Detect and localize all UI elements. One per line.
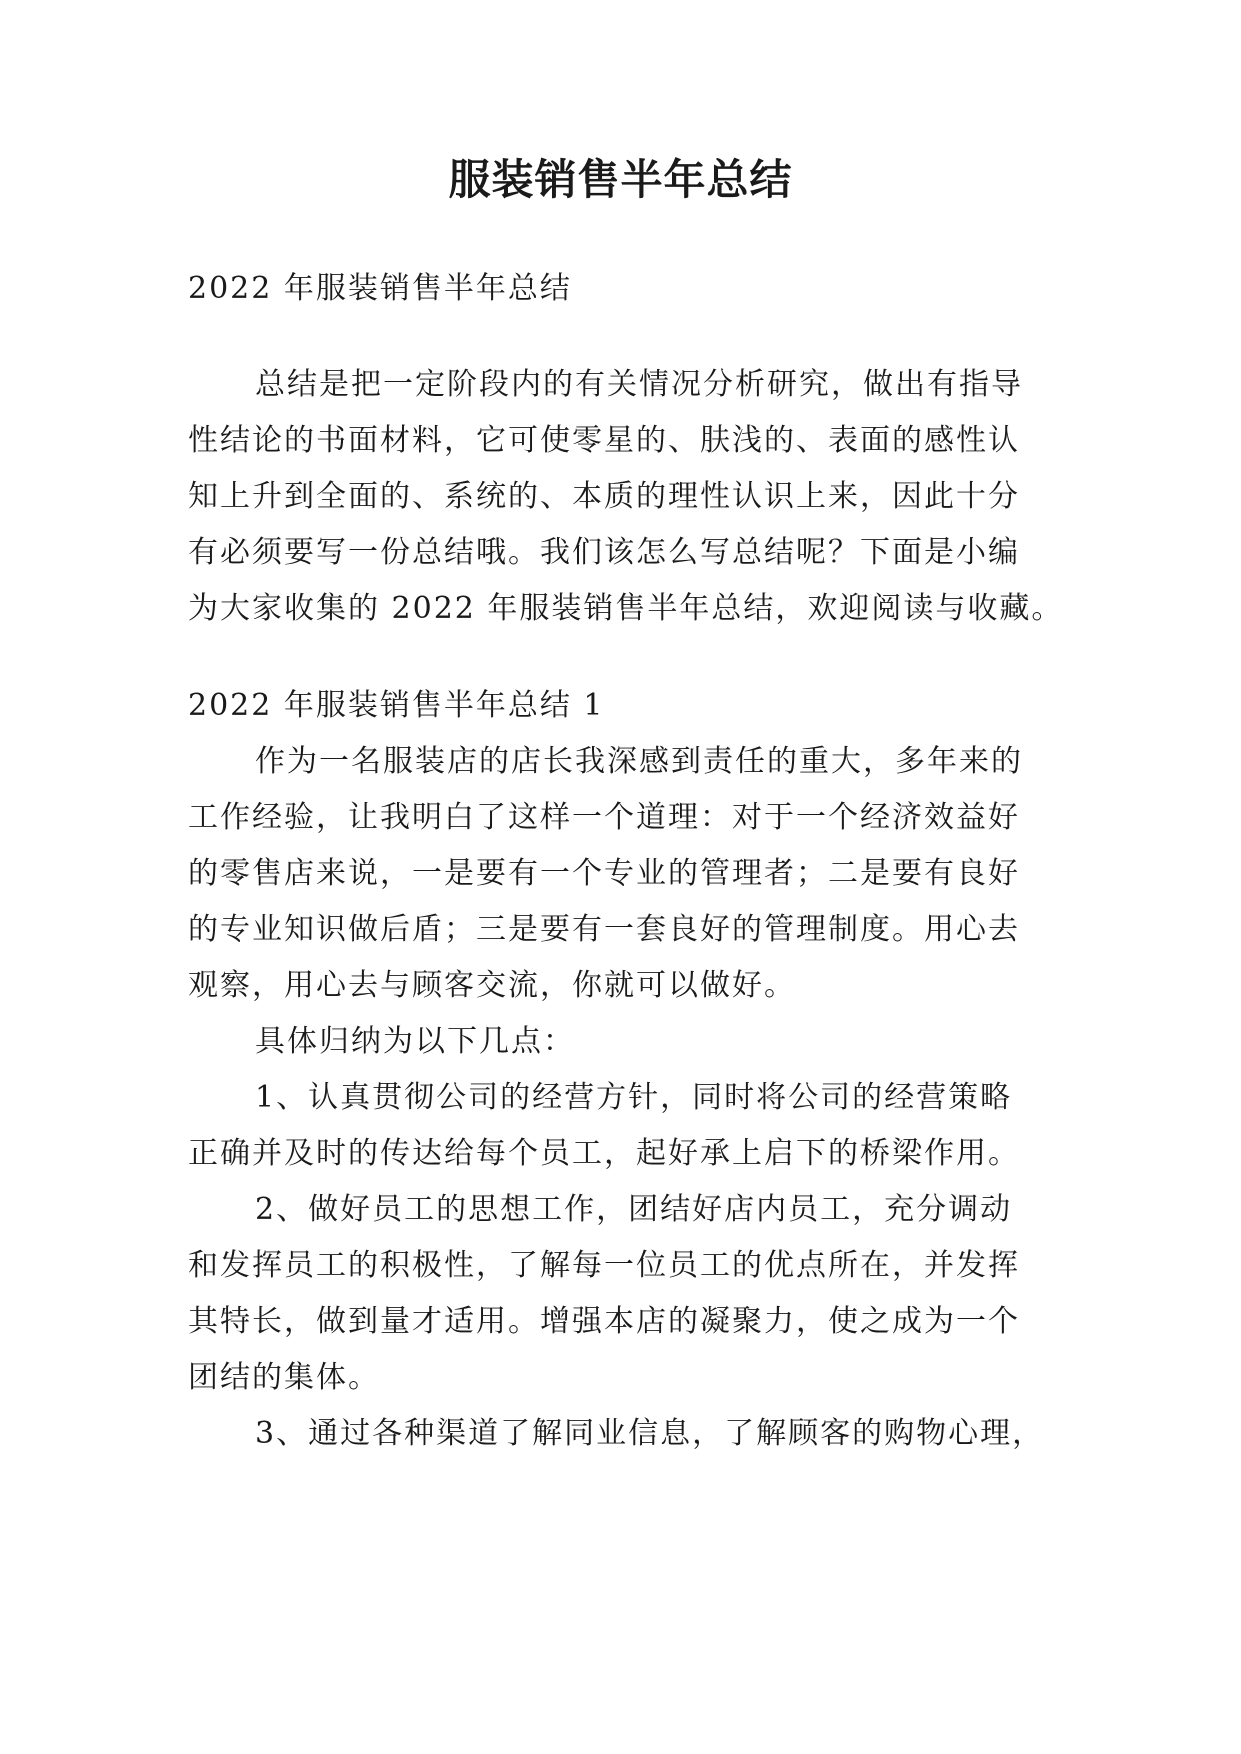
intro-line: 知上升到全面的、系统的、本质的理性认识上来，因此十分 [188,479,1020,514]
list-item-line: 2、做好员工的思想工作，团结好店内员工，充分调动 [255,1192,1013,1227]
intro-line: 有必须要写一份总结哦。我们该怎么写总结呢？下面是小编 [188,535,1020,570]
paragraph-line: 的专业知识做后盾；三是要有一套良好的管理制度。用心去 [188,912,1020,947]
list-item-line: 1、认真贯彻公司的经营方针，同时将公司的经营策略 [255,1080,1013,1115]
section-heading: 2022 年服装销售半年总结 1 [188,688,605,723]
list-item-line: 其特长，做到量才适用。增强本店的凝聚力，使之成为一个 [188,1304,1020,1339]
list-item-line: 3、通过各种渠道了解同业信息，了解顾客的购物心理， [255,1416,1045,1451]
document-title: 服装销售半年总结 [448,155,793,204]
paragraph-line: 工作经验，让我明白了这样一个道理：对于一个经济效益好 [188,800,1020,835]
list-item-line: 正确并及时的传达给每个员工，起好承上启下的桥梁作用。 [188,1136,1020,1171]
list-item-line: 团结的集体。 [188,1360,380,1395]
intro-line: 性结论的书面材料，它可使零星的、肤浅的、表面的感性认 [188,423,1020,458]
paragraph-line: 观察，用心去与顾客交流，你就可以做好。 [188,968,796,1003]
list-item-line: 和发挥员工的积极性，了解每一位员工的优点所在，并发挥 [188,1248,1020,1283]
paragraph-line: 作为一名服装店的店长我深感到责任的重大，多年来的 [255,744,1023,779]
intro-line: 为大家收集的 2022 年服装销售半年总结，欢迎阅读与收藏。 [188,591,1064,626]
paragraph-line: 的零售店来说，一是要有一个专业的管理者；二是要有良好 [188,856,1020,891]
document-subtitle: 2022 年服装销售半年总结 [188,271,572,306]
paragraph-line: 具体归纳为以下几点： [255,1024,575,1059]
intro-line: 总结是把一定阶段内的有关情况分析研究，做出有指导 [255,367,1023,402]
